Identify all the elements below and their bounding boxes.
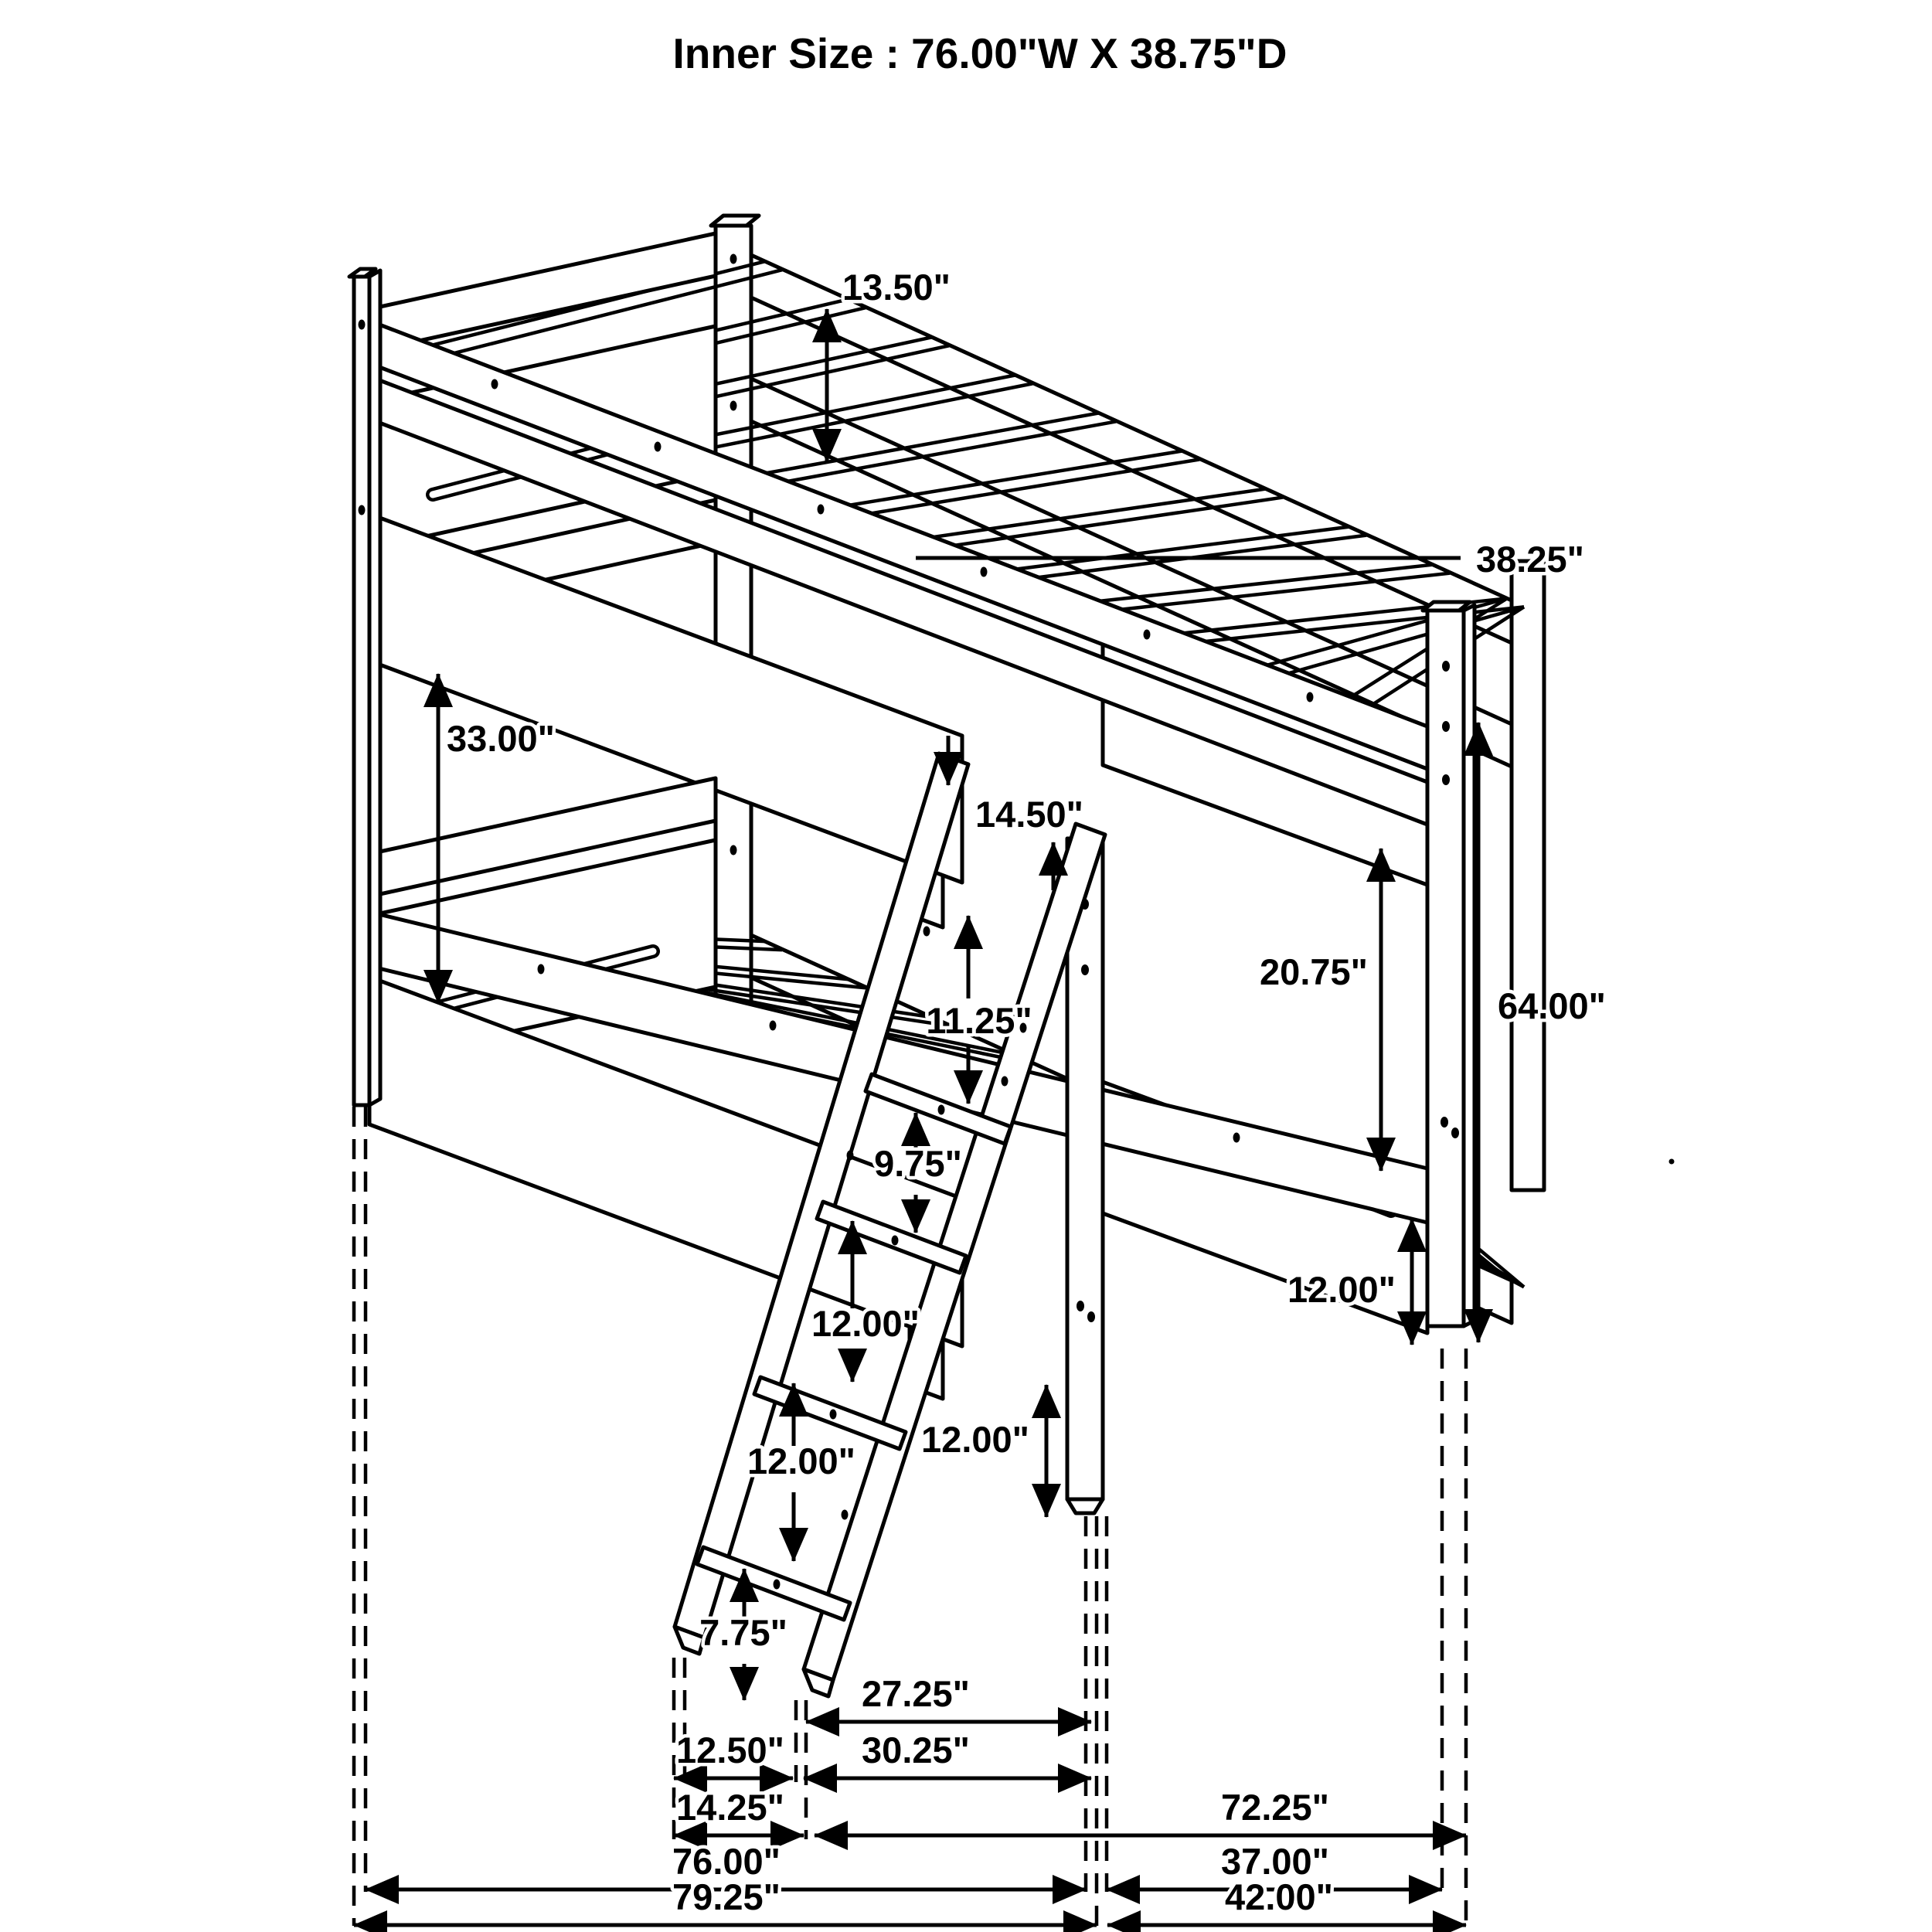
dim-inner-depth-label: 37.00" (1221, 1841, 1329, 1882)
dim-guardrail-width-label: 14.50" (975, 794, 1083, 835)
dim-ladder-gap-4-label: 12.00" (747, 1440, 855, 1481)
dim-ladder-stance-outer-label: 14.25" (676, 1787, 784, 1828)
dim-ladder-gap-5-label: 7.75" (699, 1612, 787, 1653)
dim-inner-length-label: 76.00" (672, 1841, 781, 1882)
dim-back-rails-height-label: 13.50" (842, 267, 951, 308)
dim-ladder-foot-offset-outer-label: 30.25" (862, 1730, 970, 1770)
dim-ladder-foot-offset-label: 27.25" (862, 1673, 970, 1714)
dim-right-leg-height-label: 12.00" (1287, 1269, 1396, 1310)
front-middle-post (1067, 1499, 1103, 1513)
dim-overall-height-label: 64.00" (1498, 985, 1606, 1026)
back-right-post (1512, 570, 1544, 1190)
front-left-post (354, 277, 369, 1105)
bed-line-art (349, 216, 1675, 1926)
stray-dot (1669, 1159, 1675, 1165)
dim-mid-leg-height-label: 12.00" (921, 1419, 1029, 1460)
dim-ladder-stance-inner-label: 12.50" (676, 1730, 784, 1770)
dim-ladder-gap-1-label: 11.25" (926, 1000, 1032, 1041)
dim-ladder-to-foot-end-label: 72.25" (1221, 1787, 1329, 1828)
dim-slat-length-label: 38.25" (1476, 539, 1584, 580)
dim-ladder-gap-3-label: 12.00" (811, 1303, 920, 1344)
dim-ladder-gap-2-label: 9.75" (874, 1143, 962, 1184)
head-top-rail (369, 233, 716, 352)
page-title: Inner Size : 76.00"W X 38.75"D (672, 29, 1287, 77)
dim-overall-length-label: 79.25" (672, 1876, 781, 1917)
dim-guardrail-gap-label: 33.00" (447, 718, 555, 759)
dim-overall-depth-label: 42.00" (1225, 1876, 1333, 1917)
front-right-post (1427, 611, 1464, 1326)
dim-bunk-gap-label: 20.75" (1260, 951, 1368, 992)
